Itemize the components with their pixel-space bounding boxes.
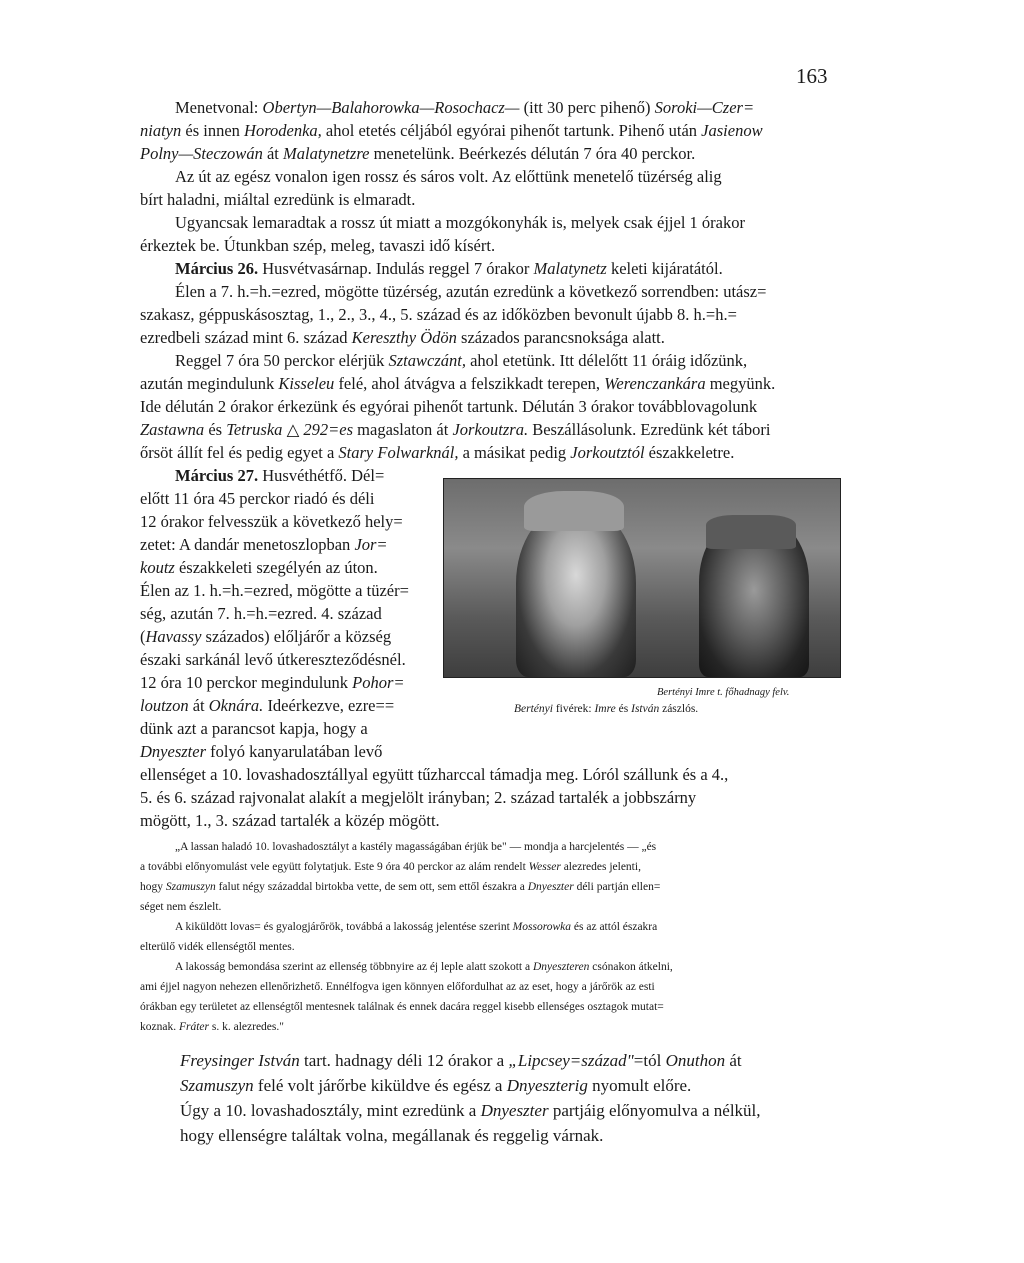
text-line: érkeztek be. Útunkban szép, meleg, tavaszi idő kísért. [140, 236, 496, 255]
text-line: Úgy a 10. lovashadosztály, mint ezredünk a Dnyeszter partjáig előnyomulva a nélkül, [180, 1101, 761, 1120]
text-line: ellenséget a 10. lovashadosztállyal együtt tűzharccal támadja meg. Lóról szállunk és a 4., [140, 765, 729, 784]
text-line: Ide délután 2 órakor érkezünk és egyórai pihenőt tartunk. Délután 3 órakor továbblovagolunk [140, 397, 758, 416]
text-line: Reggel 7 óra 50 perckor elérjük Sztawczánt, ahol etetünk. Itt délelőtt 11 óráig időzünk, [175, 351, 748, 370]
photo-cap-left [524, 491, 624, 531]
text-line: (Havassy százados) előljárőr a község [140, 627, 392, 646]
photo-credit: Bertényi Imre t. főhadnagy felv. [657, 687, 790, 698]
text-line: azután megindulunk Kisseleu felé, ahol átvágva a felszikkadt terepen, Werenczankára megyünk. [140, 374, 776, 393]
text-line: Szamuszyn felé volt járőrbe kiküldve és egész a Dnyeszterig nyomult előre. [180, 1076, 692, 1095]
text-line: zetet: A dandár menetoszlopban Jor= [140, 535, 388, 554]
footnote-line: A lakosság bemondása szerint az ellenség többnyire az éj leple alatt szokott a Dnyeszteren csónakon átkelni, [175, 961, 673, 973]
text-line: ség, azután 7. h.=h.=ezred. 4. század [140, 604, 382, 623]
text-line: Zastawna és Tetruska △ 292=es magaslaton át Jorkoutzra. Beszállásolunk. Ezredünk két tábori [140, 420, 771, 439]
photograph [443, 478, 841, 678]
text-line: hogy ellenségre találtak volna, megállanak és reggelig várnak. [180, 1126, 604, 1145]
photo-cap-right [706, 515, 796, 549]
text-line: dünk azt a parancsot kapja, hogy a [140, 719, 368, 738]
page-number: 163 [796, 64, 828, 88]
text-line: Március 26. Husvétvasárnap. Indulás reggel 7 órakor Malatynetz keleti kijáratától. [175, 259, 723, 278]
text-line: Freysinger István tart. hadnagy déli 12 órakor a „Lipcsey=század"=tól Onuthon át [180, 1051, 742, 1070]
text-line: 12 óra 10 perckor megindulunk Pohor= [140, 673, 405, 692]
footnote-line: séget nem észlelt. [140, 901, 222, 913]
text-line: őrsöt állít fel és pedig egyet a Stary Folwarknál, a másikat pedig Jorkoutztól északkeletre. [140, 443, 735, 462]
text-line: Március 27. Husvéthétfő. Dél= [175, 466, 385, 485]
text-line: 5. és 6. század rajvonalat alakít a megjelölt irányban; 2. század tartalék a jobbszárny [140, 788, 697, 807]
footnote-line: a további előnyomulást vele együtt folytatjuk. Este 9 óra 40 perckor az alám rendelt Wesser alezredes jelenti, [140, 861, 641, 873]
footnote-line: „A lassan haladó 10. lovashadosztályt a kastély magasságában érjük be" — mondja a harcjelentés — „és [175, 841, 657, 853]
text-line: Menetvonal: Obertyn—Balahorowka—Rosochacz— (itt 30 perc pihenő) Soroki—Czer= [175, 98, 755, 117]
text-line: Az út az egész vonalon igen rossz és sáros volt. Az előttünk menetelő tüzérség alig [175, 167, 722, 186]
text-line: 12 órakor felvesszük a következő hely= [140, 512, 403, 531]
text-line: szakasz, géppuskásosztag, 1., 2., 3., 4., 5. század és az időközben bevonult újabb 8. h.=h.= [140, 305, 737, 324]
footnote-line: hogy Szamuszyn falut négy századdal birtokba vette, de sem ott, sem ettől északra a Dnyeszter déli partján ellen= [140, 881, 661, 893]
text-line: Élen a 7. h.=h.=ezred, mögötte tüzérség, azután ezredünk a következő sorrendben: utász= [175, 282, 767, 301]
text-line: loutzon át Oknára. Ideérkezve, ezre== [140, 696, 395, 715]
text-line: Ugyancsak lemaradtak a rossz út miatt a mozgókonyhák is, melyek csak éjjel 1 órakor [175, 213, 745, 232]
footnote-line: koznak. Fráter s. k. alezredes." [140, 1021, 284, 1033]
footnote-line: elterülő vidék ellenségtől mentes. [140, 941, 295, 953]
text-line: előtt 11 óra 45 perckor riadó és déli [140, 489, 375, 508]
photo-caption: Bertényi fivérek: Imre és István zászlós. [514, 703, 699, 715]
footnote-line: ami éjjel nagyon nehezen ellenőrizhető. Ennélfogva igen könnyen előfordulhat az az eset, hogy a járőrök az esti [140, 981, 655, 993]
text-line: Polny—Steczowán át Malatynetzre menetelünk. Beérkezés délután 7 óra 40 perckor. [140, 144, 696, 163]
text-line: ezredbeli század mint 6. század Kereszthy Ödön százados parancsnoksága alatt. [140, 328, 665, 347]
text-line: bírt haladni, miáltal ezredünk is elmaradt. [140, 190, 416, 209]
photo-figure-left [516, 507, 636, 677]
footnote-line: A kiküldött lovas= és gyalogjárőrök, továbbá a lakosság jelentése szerint Mossorowka és az attól északra [175, 921, 658, 933]
text-line: niatyn és innen Horodenka, ahol etetés céljából egyórai pihenőt tartunk. Pihenő után Jasienow [140, 121, 763, 140]
footnote-line: órákban egy területet az ellenségtől mentesnek találnak és ennek dacára reggel kisebb ellenséges osztagok mutat= [140, 1001, 664, 1013]
text-line: koutz északkeleti szegélyén az úton. [140, 558, 378, 577]
text-line: Élen az 1. h.=h.=ezred, mögötte a tüzér= [140, 581, 409, 600]
text-line: északi sarkánál levő útkereszteződésnél. [140, 650, 406, 669]
text-line: mögött, 1., 3. század tartalék a közép mögött. [140, 811, 440, 830]
text-line: Dnyeszter folyó kanyarulatában levő [140, 742, 383, 761]
